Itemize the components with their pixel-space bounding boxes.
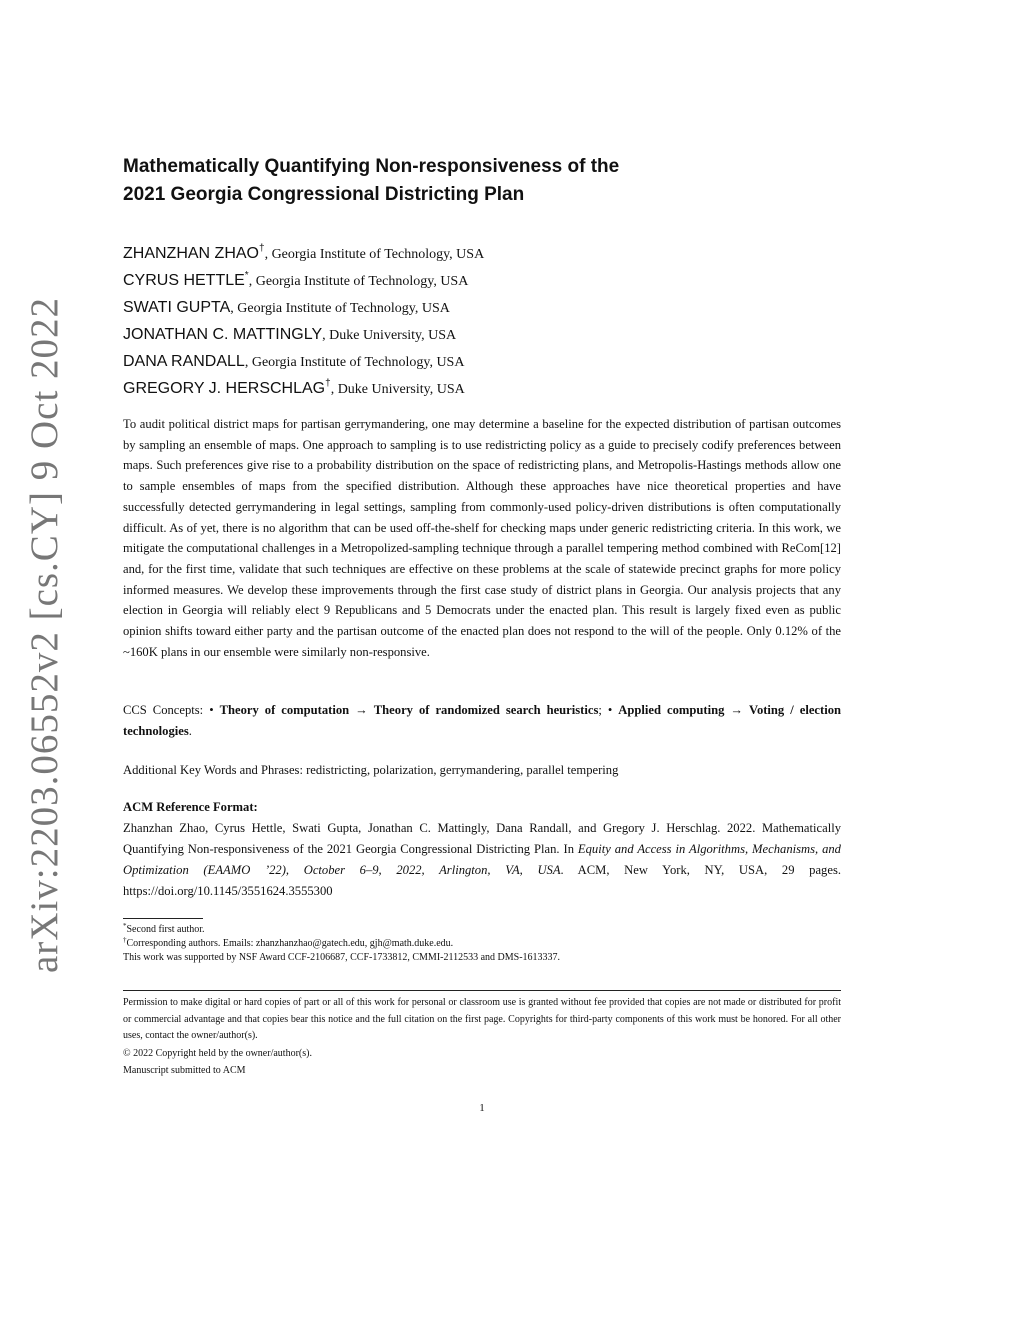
abstract: To audit political district maps for partisan gerrymandering, one may determine a baseline for the expected distribution of partisan outcomes by sampling an ensemble of maps. One approach to sampling is to use redistricting policy as a guide to precisely codify preferences between maps. Such preferences give rise to a probability distribution on the space of redistricting plans, and Metropolis-Hastings methods allow one to sample ensembles of maps from the specified distribution. Although these approaches have nice theoretical properties and have successfully detected gerrymandering in legal settings, sampling from commonly-used policy-driven distributions is often computationally difficult. As of yet, there is no algorithm that can be used off-the-shelf for checking maps under generic redistricting criteria. In this work, we mitigate the computational challenges in a Metropolized-sampling technique through a parallel tempering method combined with ReCom[12] and, for the first time, validate that such techniques are effective on these problems at the scale of statewide precinct graphs for more policy informed measures. We develop these improvements through the first case study of district plans in Georgia. Our analysis projects that any election in Georgia will reliably elect 9 Republicans and 5 Democrats under the enacted plan. This result is largely fixed even as public opinion shifts toward either party and the partisan outcome of the enacted plan does not respond to the will of the people. Only 0.12% of the ~160K plans in our ensemble were similarly non-responsive. xyxy=(123,417,841,659)
ccs-end: . xyxy=(188,723,192,738)
ccs-separator: ; xyxy=(598,703,608,717)
title-line-1: Mathematically Quantifying Non-responsiveness of the xyxy=(123,156,620,177)
author-entry xyxy=(123,321,841,348)
author-mark: † xyxy=(259,243,265,254)
permission-divider xyxy=(123,990,841,991)
permission-notice: Permission to make digital or hard copies of part or all of this work for personal or classroom use is granted without fee provided that copies are not made or distributed for profit or commercial advantage and that copies bear this notice and the full citation on the first page. Copyrights for third-party components of this work must be honored. For all other uses, contact the owner/author(s). xyxy=(123,997,841,1041)
title-line-2: 2021 Georgia Congressional Districting Plan xyxy=(123,184,525,205)
author-entry xyxy=(123,348,841,375)
footnote-divider xyxy=(123,918,203,919)
reference-authors: Zhanzhan Zhao, Cyrus Hettle, Swati Gupta, Jonathan C. Mattingly, Dana Randall, and Gregory J. Herschlag. 2022. Mathematically Quantifying Non-responsiveness of the 2021 Georgia Congressional Districting Plan. In xyxy=(123,821,841,856)
footnote xyxy=(123,937,841,951)
author-affiliation: , Georgia Institute of Technology, USA xyxy=(248,274,469,289)
reference-format xyxy=(123,818,841,902)
author-affiliation: , Georgia Institute of Technology, USA xyxy=(230,301,450,316)
author-name: GREGORY J. HERSCHLAG xyxy=(123,380,326,397)
ccs-concepts xyxy=(123,700,841,741)
page-number: 1 xyxy=(479,1102,485,1114)
author-affiliation: , Duke University, USA xyxy=(330,382,465,397)
footnote-mark: † xyxy=(123,936,127,944)
author-affiliation: , Georgia Institute of Technology, USA xyxy=(264,247,485,262)
paper-title xyxy=(123,153,841,209)
ccs-bullet: • xyxy=(607,703,619,717)
ccs-bullet: • xyxy=(209,703,220,717)
ccs-arrow: → xyxy=(724,703,749,717)
footnote-text: This work was supported by NSF Award CCF-2106687, CCF-1733812, CMMI-2112533 and DMS-1613337. xyxy=(123,952,561,963)
author-name: ZHANZHAN ZHAO xyxy=(123,245,259,262)
author-name: JONATHAN C. MATTINGLY xyxy=(123,326,323,343)
footnote-mark: * xyxy=(123,922,127,930)
reference-venue: Equity and Access in Algorithms, Mechanisms, and Optimization (EAAMO ’22), October 6–9, 2022, Arlington, VA, USA xyxy=(123,842,841,877)
copyright-block xyxy=(123,1046,841,1079)
author-list xyxy=(123,240,841,402)
footnotes xyxy=(123,923,841,965)
footnote xyxy=(123,951,841,965)
footnote-text: Second first author. xyxy=(126,924,205,935)
author-entry xyxy=(123,294,841,321)
reference-publisher: . ACM, New York, NY, USA, 29 pages. https://doi.org/10.1145/3551624.3555300 xyxy=(123,863,841,898)
author-entry xyxy=(123,240,841,267)
footnote xyxy=(123,923,841,937)
author-entry xyxy=(123,375,841,402)
reference-heading: ACM Reference Format: xyxy=(123,800,258,814)
copyright-line: © 2022 Copyright held by the owner/author(s). xyxy=(123,1048,312,1059)
ccs-concept: Voting / election technologies xyxy=(123,703,842,738)
author-mark: * xyxy=(244,270,249,281)
author-mark: † xyxy=(325,378,331,389)
manuscript-line: Manuscript submitted to ACM xyxy=(123,1064,246,1076)
author-affiliation: , Duke University, USA xyxy=(322,328,457,343)
ccs-arrow: → xyxy=(349,703,374,717)
author-name: SWATI GUPTA xyxy=(123,299,231,316)
author-affiliation: , Georgia Institute of Technology, USA xyxy=(244,355,465,370)
ccs-concept: Applied computing xyxy=(618,703,725,717)
author-name: DANA RANDALL xyxy=(123,353,245,370)
author-entry xyxy=(123,267,841,294)
author-name: CYRUS HETTLE xyxy=(123,272,245,289)
ccs-concept: Theory of randomized search heuristics xyxy=(373,703,599,717)
footnote-text: Corresponding authors. Emails: zhanzhanzhao@gatech.edu, gjh@math.duke.edu. xyxy=(126,938,454,949)
keywords: Additional Key Words and Phrases: redistricting, polarization, gerrymandering, parallel tempering xyxy=(123,763,619,777)
ccs-label: CCS Concepts: xyxy=(123,703,210,717)
ccs-concept: Theory of computation xyxy=(219,703,350,717)
arxiv-identifier: arXiv:2203.06552v2 [cs.CY] 9 Oct 2022 xyxy=(23,296,66,974)
